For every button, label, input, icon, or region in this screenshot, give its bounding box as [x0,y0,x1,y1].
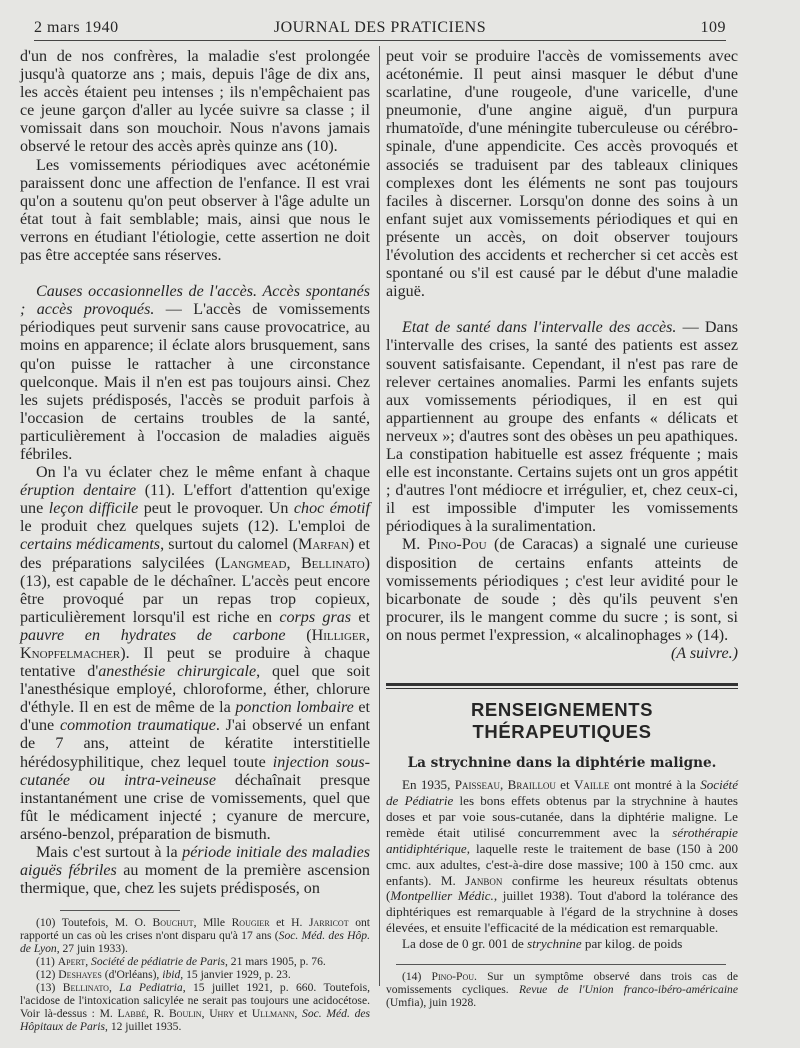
paragraph-pino-pou: M. Pino-Pou (de Caracas) a signalé une curieuse disposition de certains enfants atteints de vomissements périodiques ; c'est leur avidité pour le bicarbonate de soude ; dès qu'ils peuvent s'en procurer, ils le mangent comme du sucre ; is sont, si on nous permet l'expression, « alcalinophages » (14). [386,536,739,644]
page-number: 109 [700,19,726,36]
footnote-11: (11) Apert, Société de pédiatrie de Paris, 21 mars 1905, p. 76. [36,955,326,969]
footnote-separator-right [396,964,726,965]
right-column [386,48,738,1010]
footnote-13: (13) Bellinato, La Pediatria, 15 juillet 1921, p. 660. Toutefois, l'acidose de l'intoxication salicylée ne serait pas toujours une acidocétose. Voir là-dessus : M. Labbé, R. Boulin, Uhry et Ullmann, Soc. Méd. des Hôpitaux de Paris, 12 juillet 1935. [20,980,371,1033]
header-date: 2 mars 1940 [34,19,119,36]
footnotes-right [386,971,738,1010]
section-rule-light [386,688,738,689]
column-divider [379,46,380,986]
journal-title: JOURNAL DES PRATICIENS [273,19,487,36]
section-title: RENSEIGNEMENTS THÉRAPEUTIQUES [470,699,654,743]
paragraph-etat-de-sante: Etat de santé dans l'intervalle des accès. — Dans l'intervalle des crises, la santé des patients est assez souvent satisfaisante. Cependant, il n'est pas rare de relever certaines anomalies. Parmi les enfants sujets aux vomissements périodiques, il en est qui appartiennent au groupe des enfants « délicats et nerveux »; d'autres sont des obèses un peu apathiques. La constipation habituelle est assez fréquente ; mais elle est inconstante. Certains sujets ont un gros appétit ; d'autres l'ont médiocre et irrégulier, et, chez ceux-ci, il est impossible d'imputer les vomissements périodiques à la suralimentation. [386,319,739,536]
paragraph-periode-initiale: Mais c'est surtout à la période initiale des maladies aiguës fébriles au moment de la première ascension thermique, que, chez les sujets prédisposés, on [20,844,370,898]
paragraph-strychnine-2: La dose de 0 gr. 001 de strychnine par kilog. de poids [402,936,683,952]
paragraph-prolongation: d'un de nos confrères, la maladie s'est prolongée jusqu'à quatorze ans ; mais, depuis l'âge de dix ans, les accès étaient peu intenses ; ils n'empêchaient pas ce jeune garçon d'aller au lycée suivre sa classe ; il vomissait dans son mouchoir. Nous n'avons jamais observé le retour des accès après quinze ans (10). [20,48,370,156]
page-header [34,16,726,41]
paragraph-strychnine-1: En 1935, Paisseau, Braillou et Vaille ont montré à la Société de Pédiatrie les bons effets obtenus par la strychnine à hautes doses et par voie sous-cutanée, dans la diphtérie maligne. Le remède était utilisé concurremment avec la sérothérapie antidiphtérique, laquelle reste le traitement de base (150 à 200 cmc. aux adultes, c'est-à-dire dose massive; 100 à 150 cmc. aux enfants). M. Janbon confirme les heureux résultats obtenus (Montpellier Médic., juillet 1938). Tout d'abord la tolérance des diphtériques est remarquable à l'égard de la strychnine à doses élevées, et ensuite l'efficacité de la médication est remarquable. [386,777,739,936]
section-rule-heavy [386,683,738,686]
footnotes-left [20,917,370,1033]
footnote-10: (10) Toutefois, M. O. Bouchut, Mlle Rougier et H. Jarricot ont rapporté un cas où les crises n'ont disparu qu'à 17 ans (Soc. Méd. des Hôp. de Lyon, 27 juin 1933). [20,916,371,956]
paragraph-eruption-dentaire: On l'a vu éclater chez le même enfant à chaque éruption dentaire (11). L'effort d'attention qu'exige une leçon difficile peut le provoquer. Un choc émotif le produit chez quelques sujets (12). L'emploi de certains médicaments, surtout du calomel (Marfan) et des préparations salycilées (Langmead, Bellinato) (13), est capable de le déchaîner. L'accès peut encore être provoqué par un repas trop copieux, particulièrement lorsqu'il est riche en corps gras et pauvre en hydrates de carbone (Hilliger, Knopfelmacher). Il peut se produire à chaque tentative d'anesthésie chirurgicale, quel que soit l'anesthésique employé, chloroforme, éther, chlorure d'éthyle. Il en est de même de la ponction lombaire et d'une commotion traumatique. J'ai observé un enfant de 7 ans, atteint de kératite interstitielle hérédosyphilitique, chez lequel toute injection sous-cutanée ou intra-veineuse déchaînait presque instantanément une crise de vomissements, quel que fût le médicament injecté ; cyanure de mercure, arséno-benzol, préparation de bismuth. [20,464,371,843]
footnote-14: (14) Pino-Pou. Sur un symptôme observé dans trois cas de vomissements cycliques. Revue de l'Union franco-ibéro-américaine (Umfia), juin 1928. [386,970,738,1009]
left-column [20,48,370,1033]
paragraph-affection-enfance: Les vomissements périodiques avec acétonémie paraissent donc une affection de l'enfance. Il est vrai qu'on a soutenu qu'on peut observer à l'âge adulte un état tout à fait semblable; mais, ainsi que nous le verrons en étudiant l'étiologie, cette assertion ne doit pas être acceptée sans réserves. [20,156,370,265]
footnote-separator [60,910,180,911]
paragraph-accès-masquer: peut voir se produire l'accès de vomissements avec acétonémie. Il peut ainsi masquer le début d'une scarlatine, d'une rougeole, d'une varicelle, d'une pneumonie, d'une angine aiguë, d'un purpura rhumatoïde, d'une méningite tuberculeuse ou cérébro-spinale, d'une appendicite. Ces accès provoqués et associés se traduisent par des tableaux cliniques complexes dont les éléments ne sont pas toujours faciles à discerner. Lorsqu'on donne des soins à un enfant sujet aux vomissements périodiques et qui en présente un accès, on doit observer toujours l'évolution des accidents et rechercher si cet accès est spontané ou s'il est causé par le début d'une maladie aiguë. [386,48,738,301]
article-title: La strychnine dans la diphtérie maligne. [407,755,717,772]
paragraph-causes-occasionnelles: Causes occasionnelles de l'accès. Accès spontanés ; accès provoqués. — L'accès de vomissements périodiques peut survenir sans cause provocatrice, au moins en apparence; il éclate alors brusquement, sans qu'on puisse le rattacher à une circonstance quelconque. Mais il n'en est pas toujours ainsi. Chez les sujets prédisposés, l'accès se produit parfois à l'occasion de certains troubles de la santé, particulièrement à l'occasion de maladies aiguës fébriles. [20,283,371,463]
a-suivre: (A suivre.) [670,645,738,662]
etat-heading: Etat de santé dans l'intervalle des accès. [402,319,677,337]
footnote-12: (12) Deshayes (d'Orléans), ibid, 15 janvier 1929, p. 23. [36,967,291,981]
causes-heading: Causes occasionnelles de l'accès. Accès spontanés ; accès provoqués. [20,283,370,319]
